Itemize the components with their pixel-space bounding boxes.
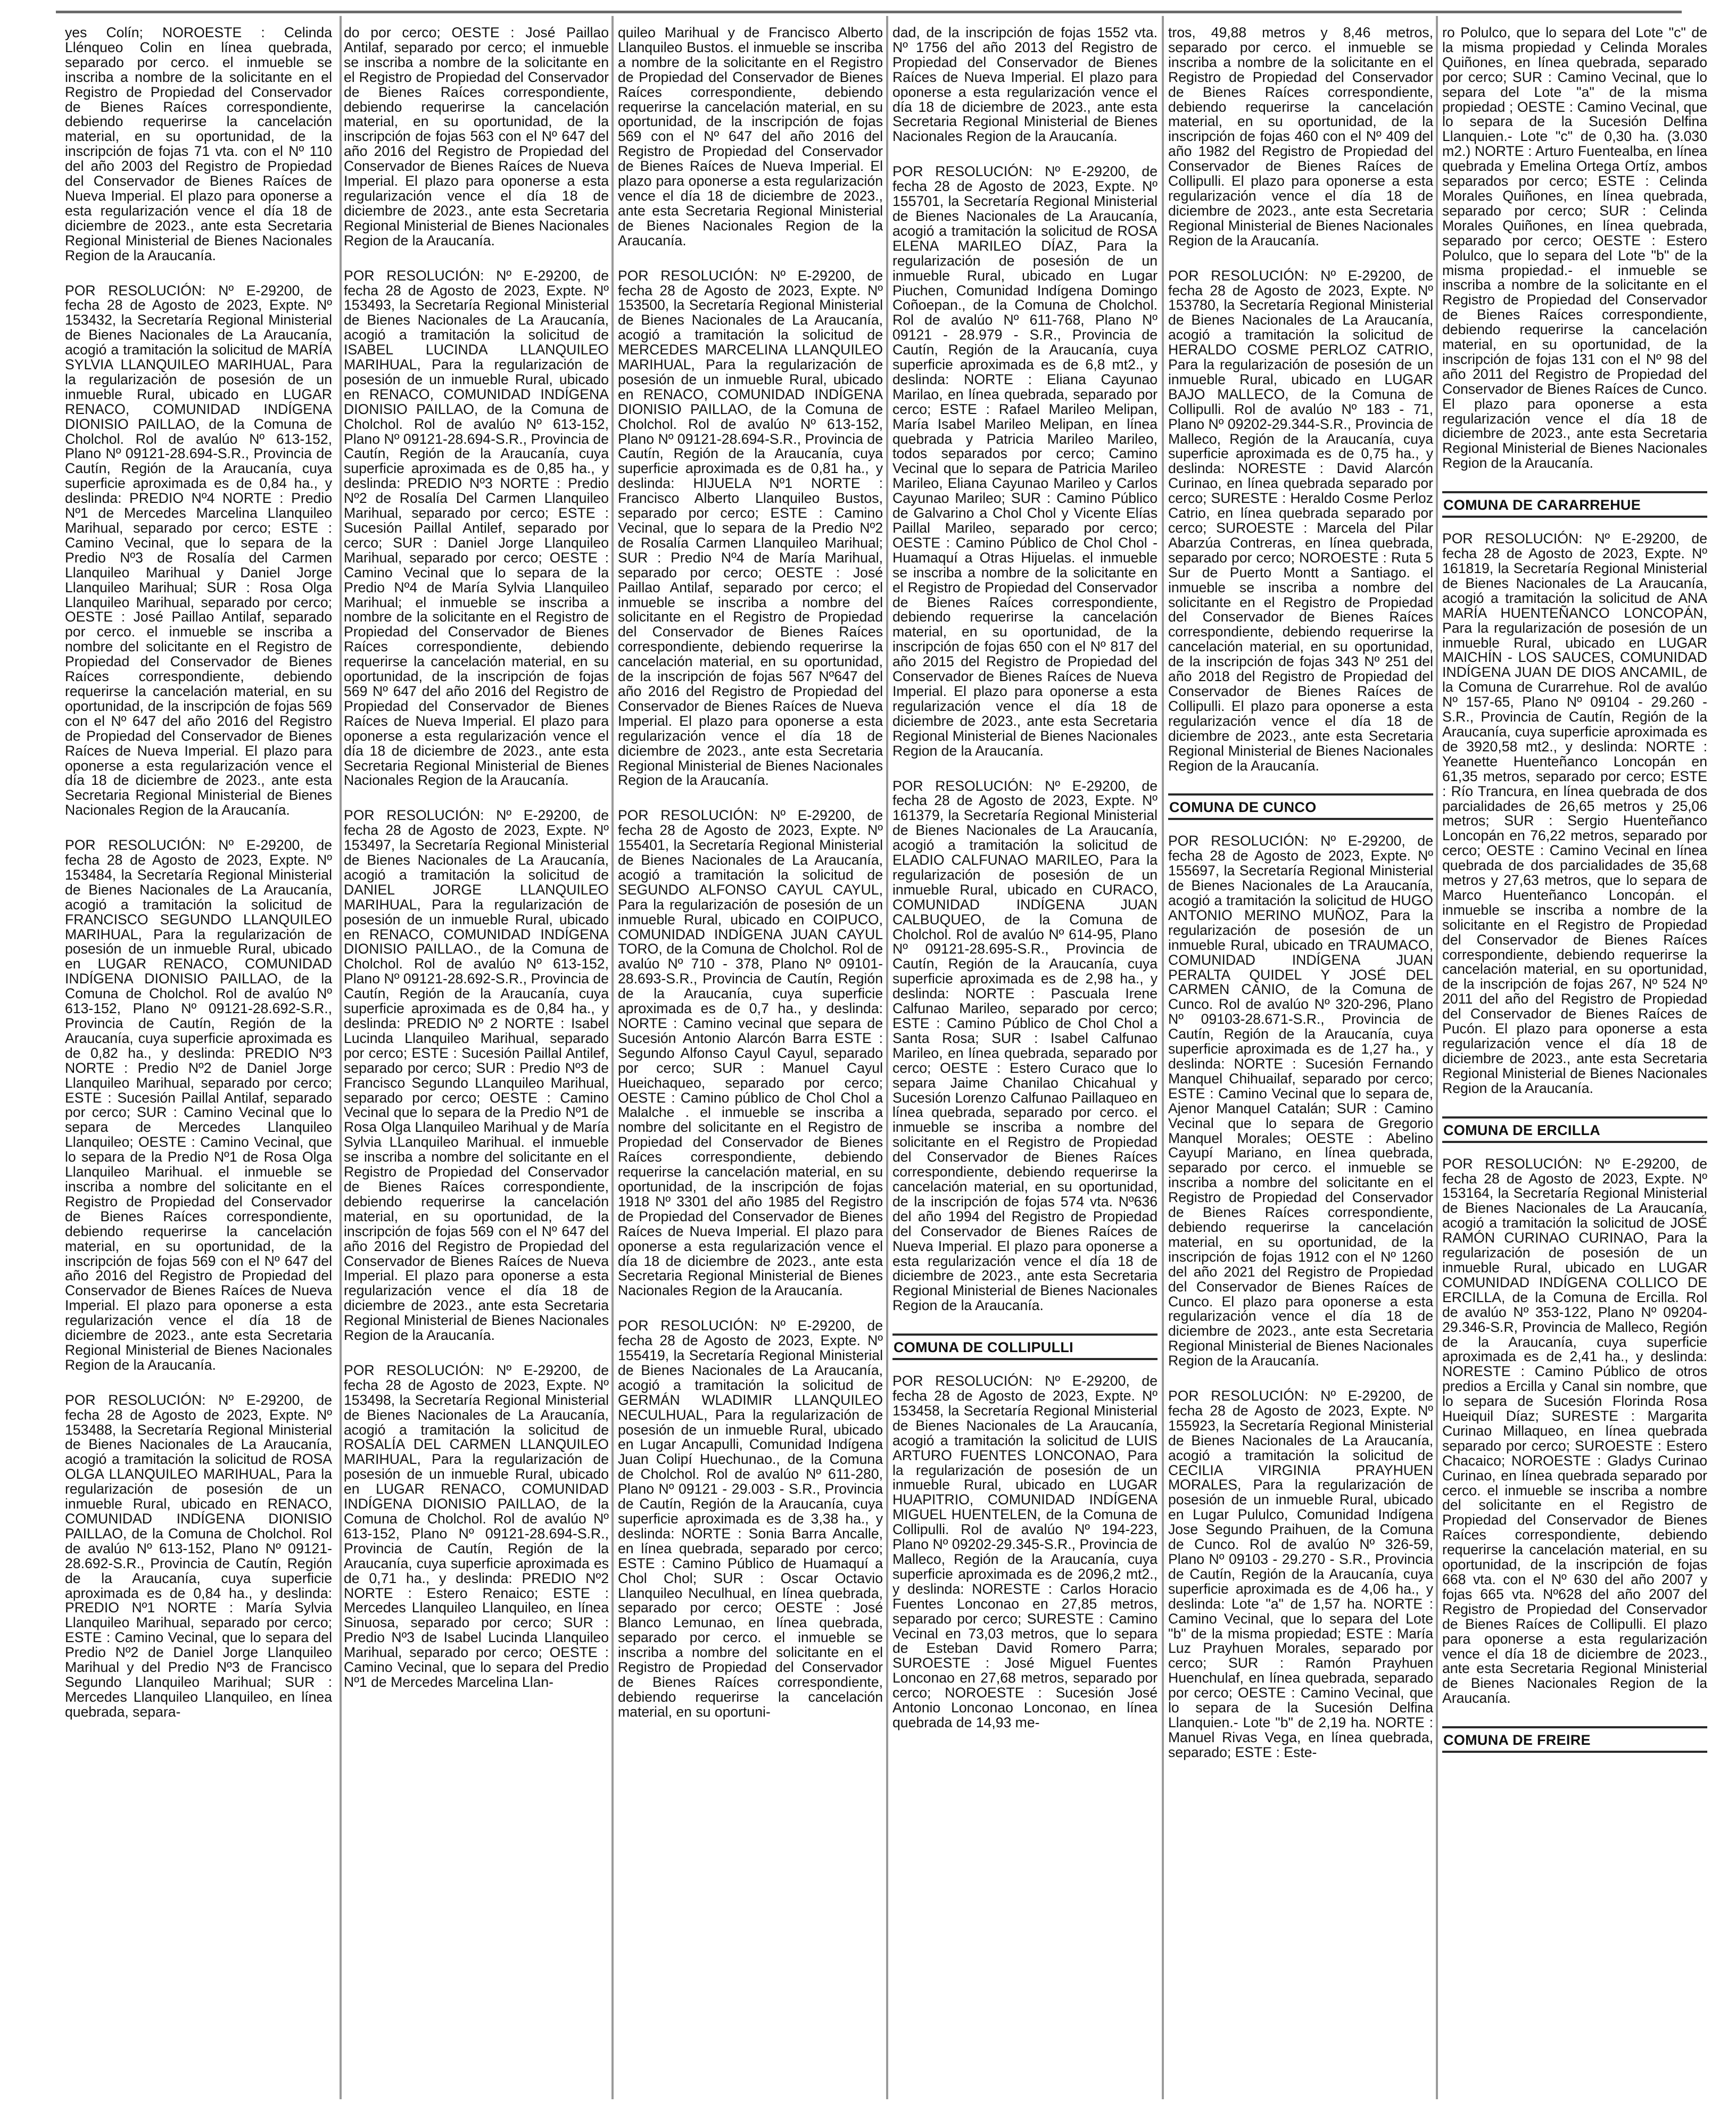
section-heading-collipulli: COMUNA DE COLLIPULLI bbox=[892, 1334, 1158, 1360]
column-1 bbox=[63, 26, 334, 2096]
legal-notice: POR RESOLUCIÓN: Nº E-29200, de fecha 28 de Agosto de 2023, Expte. Nº 153500, la Secretaría Regional Ministerial de Bienes Nacionales de La Araucanía, acogió a tramitación la solicitud de MERCEDES MARCELINA LLANQUILEO MARIHUAL, Para la regularización de posesión de un inmueble Rural, ubicado en RENACO, COMUNIDAD INDÍGENA DIONISIO PAILLAO, de la Comuna de Cholchol. Rol de avalúo Nº 613-152, Plano Nº 09121-28.694-S.R., Provincia de Cautín, Región de la Araucanía, cuya superficie aproximada es de 0,81 ha., y deslinda: HIJUELA Nº1 NORTE : Francisco Alberto Llanquileo Bustos, separado por cerco; ESTE : Camino Vecinal, que lo separa de la Predio Nº2 de Rosalía Carmen Llanquileo Marihual; SUR : Predio Nº4 de María Marihual, separado por cerco; OESTE : José Paillao Antilaf, separado por cerco; el inmueble se inscriba a nombre del solicitante en el Registro de Propiedad del Conservador de Bienes Raíces correspondiente, debiendo requerirse la cancelación material, en su oportunidad, de la inscripción de fojas 567 Nº647 del año 2016 del Registro de Propiedad del Conservador de Bienes Raíces de Nueva Imperial. El plazo para oponerse a esta regularización vence el día 18 de diciembre de 2023., ante esta Secretaria Regional Ministerial de Bienes Nacionales Region de la Araucanía. bbox=[618, 267, 883, 789]
legal-notice: POR RESOLUCIÓN: Nº E-29200, de fecha 28 de Agosto de 2023, Expte. Nº 153497, la Secretaría Regional Ministerial de Bienes Nacionales de La Araucanía, acogió a tramitación la solicitud de DANIEL JORGE LLANQUILEO MARIHUAL, Para la regularización de posesión de un inmueble Rural, ubicado en RENACO, COMUNIDAD INDÍGENA DIONISIO PAILLAO., de la Comuna de Cholchol. Rol de avalúo Nº 613-152, Plano Nº 09121-28.692-S.R., Provincia de Cautín, Región de la Araucanía, cuya superficie aproximada es de 0,84 ha., y deslinda: PREDIO Nº 2 NORTE : Isabel Lucinda Llanquileo Marihual, separado por cerco; ESTE : Sucesión Paillal Antilef, separado por cerco; SUR : Predio Nº3 de Francisco Segundo LLanquileo Marihual, separado por cerco; OESTE : Camino Vecinal que lo separa de la Predio Nº1 de Rosa Olga Llanquileo Marihual y de María Sylvia LLanquileo Marihual. el inmueble se inscriba a nombre del solicitante en el Registro de Propiedad del Conservador de Bienes Raíces correspondiente, debiendo requerirse la cancelación material, en su oportunidad, de la inscripción de fojas 569 con el Nº 647 del año 2016 del Registro de Propiedad del Conservador de Bienes Raíces de Nueva Imperial. El plazo para oponerse a esta regularización vence el día 18 de diciembre de 2023., ante esta Secretaria Regional Ministerial de Bienes Nacionales Region de la Araucanía. bbox=[344, 807, 609, 1344]
legal-notice: POR RESOLUCIÓN: Nº E-29200, de fecha 28 de Agosto de 2023, Expte. Nº 153432, la Secretaría Regional Ministerial de Bienes Nacionales de La Araucanía, acogió a tramitación la solicitud de MARÍA SYLVIA LLANQUILEO MARIHUAL, Para la regularización de posesión de un inmueble Rural, ubicado en LUGAR RENACO, COMUNIDAD INDÍGENA DIONISIO PAILLAO, de la Comuna de Cholchol. Rol de avalúo Nº 613-152, Plano Nº 09121-28.694-S.R., Provincia de Cautín, Región de la Araucanía, cuya superficie aproximada es de 0,84 ha., y deslinda: PREDIO Nº4 NORTE : Predio Nº1 de Mercedes Marcelina Llanquileo Marihual, separado por cerco; ESTE : Camino Vecinal, que lo separa de la Predio Nº3 de Rosalía del Carmen Llanquileo Marihual y Daniel Jorge Llanquileo Marihual; SUR : Rosa Olga Llanquileo Marihual, separado por cerco; OESTE : José Paillao Antilaf, separado por cerco. el inmueble se inscriba a nombre del solicitante en el Registro de Propiedad del Conservador de Bienes Raíces correspondiente, debiendo requerirse la cancelación material, en su oportunidad, de la inscripción de fojas 569 con el Nº 647 del año 2016 del Registro de Propiedad del Conservador de Bienes Raíces de Nueva Imperial. El plazo para oponerse a esta regularización vence el día 18 de diciembre de 2023., ante esta Secretaria Regional Ministerial de Bienes Nacionales Region de la Araucanía. bbox=[65, 282, 332, 818]
column-3 bbox=[614, 26, 885, 2096]
legal-notice: POR RESOLUCIÓN: Nº E-29200, de fecha 28 de Agosto de 2023, Expte. Nº 153498, la Secretaría Regional Ministerial de Bienes Nacionales de La Araucanía, acogió a tramitación la solicitud de ROSALÍA DEL CARMEN LLANQUILEO MARIHUAL, Para la regularización de posesión de un inmueble Rural, ubicado en LUGAR RENACO, COMUNIDAD INDÍGENA DIONISIO PAILLAO, de la Comuna de Cholchol. Rol de avalúo Nº 613-152, Plano Nº 09121-28.694-S.R., Provincia de Cautín, Región de la Araucanía, cuya superficie aproximada es de 0,71 ha., y deslinda: PREDIO Nº2 NORTE : Estero Renaico; ESTE : Mercedes Llanquileo Llanquileo, en línea Sinuosa, separado por cerco; SUR : Predio Nº3 de Isabel Lucinda Llanquileo Marihual, separado por cerco; OESTE : Camino Vecinal, que lo separa del Predio Nº1 de Mercedes Marcelina Llan- bbox=[344, 1362, 609, 1690]
section-heading-cunco: COMUNA DE CUNCO bbox=[1168, 793, 1433, 820]
legal-notice: POR RESOLUCIÓN: Nº E-29200, de fecha 28 de Agosto de 2023, Expte. Nº 153484, la Secretaría Regional Ministerial de Bienes Nacionales de La Araucanía, acogió a tramitación la solicitud de FRANCISCO SEGUNDO LLANQUILEO MARIHUAL, Para la regularización de posesión de un inmueble Rural, ubicado en LUGAR RENACO, COMUNIDAD INDÍGENA DIONISIO PAILLAO, de la Comuna de Cholchol. Rol de avalúo Nº 613-152, Plano Nº 09121-28.692-S.R., Provincia de Cautín, Región de la Araucanía, cuya superficie aproximada es de 0,82 ha., y deslinda: PREDIO Nº3 NORTE : Predio Nº2 de Daniel Jorge Llanquileo Marihual, separado por cerco; ESTE : Sucesión Paillal Antilaf, separado por cerco; SUR : Camino Vecinal que lo separa de Mercedes Llanquileo Llanquileo; OESTE : Camino Vecinal, que lo separa de la Predio Nº1 de Rosa Olga Llanquileo Marihual. el inmueble se inscriba a nombre del solicitante en el Registro de Propiedad del Conservador de Bienes Raíces correspondiente, debiendo requerirse la cancelación material, en su oportunidad, de la inscripción de fojas 569 con el Nº 647 del año 2016 del Registro de Propiedad del Conservador de Bienes Raíces de Nueva Imperial. El plazo para oponerse a esta regularización vence el día 18 de diciembre de 2023., ante esta Secretaria Regional Ministerial de Bienes Nacionales Region de la Araucanía. bbox=[65, 837, 332, 1373]
top-rule bbox=[56, 11, 1682, 13]
legal-notice: ro Polulco, que lo separa del Lote "c" de la misma propiedad y Celinda Morales Quiñones, en línea quebrada, separado por cerco; SUR : Camino Vecinal, que lo separa del Lote "a" de la misma propiedad ; OESTE : Camino Vecinal, que lo separa de la Sucesión Delfina Llanquien.- Lote "c" de 0,30 ha. (3.030 m2.) NORTE : Arturo Fuentealba, en línea quebrada y Emelina Ortega Ortíz, ambos separados por cerco; ESTE : Celinda Morales Quiñones, en línea quebrada, separado por cerco; SUR : Celinda Morales Quiñones, en línea quebrada, separado por cerco; OESTE : Estero Polulco, que lo separa del Lote "b" de la misma propiedad.- el inmueble se inscriba a nombre de la solicitante en el Registro de Propiedad del Conservador de Bienes Raíces correspondiente, debiendo requerirse la cancelación material, en su oportunidad, de la inscripción de fojas 131 con el Nº 98 del año 2011 del Registro de Propiedad del Conservador de Bienes Raíces de Cunco. El plazo para oponerse a esta regularización vence el día 18 de diciembre de 2023., ante esta Secretaria Regional Ministerial de Bienes Nacionales Region de la Araucanía. bbox=[1442, 26, 1707, 471]
legal-notice: POR RESOLUCIÓN: Nº E-29200, de fecha 28 de Agosto de 2023, Expte. Nº 153488, la Secretaría Regional Ministerial de Bienes Nacionales de La Araucanía, acogió a tramitación la solicitud de ROSA OLGA LLANQUILEO MARIHUAL, Para la regularización de posesión de un inmueble Rural, ubicado en RENACO, COMUNIDAD INDÍGENA DIONISIO PAILLAO, de la Comuna de Cholchol. Rol de avalúo Nº 613-152, Plano Nº 09121-28.692-S.R., Provincia de Cautín, Región de la Araucanía, cuya superficie aproximada es de 0,84 ha., y deslinda: PREDIO Nº1 NORTE : María Sylvia Llanquileo Marihual, separado por cerco; ESTE : Camino Vecinal, que lo separa del Predio Nº2 de Daniel Jorge Llanquileo Marihual y del Predio Nº3 de Francisco Segundo Llanquileo Marihual; SUR : Mercedes Llanquileo Llanquileo, en línea quebrada, separa- bbox=[65, 1392, 332, 1720]
legal-notice: POR RESOLUCIÓN: Nº E-29200, de fecha 28 de Agosto de 2023, Expte. Nº 155701, la Secretaría Regional Ministerial de Bienes Nacionales de La Araucanía, acogió a tramitación la solicitud de ROSA ELENA MARILEO DÍAZ, Para la regularización de posesión de un inmueble Rural, ubicado en Lugar Piuchen, Comunidad Indígena Domingo Coñoepan., de la Comuna de Cholchol. Rol de avalúo Nº 611-768, Plano Nº 09121 - 28.979 - S.R., Provincia de Cautín, Región de la Araucanía, cuya superficie aproximada es de 6,8 mt2., y deslinda: NORTE : Eliana Cayunao Marilao, en línea quebrada, separado por cerco; ESTE : Rafael Marileo Melipan, María Isabel Marileo Melipan, en línea quebrada y Patricia Marileo Marileo, todos separados por cerco; Camino Vecinal que lo separa de Patricia Marileo Marileo, Eliana Cayunao Marileo y Carlos Cayunao Marileo; SUR : Camino Público de Galvarino a Chol Chol y Vicente Elías Paillal Marileo, separado por cerco; OESTE : Camino Público de Chol Chol - Huamaquí a Otras Hijuelas. el inmueble se inscriba a nombre de la solicitante en el Registro de Propiedad del Conservador de Bienes Raíces correspondiente, debiendo requerirse la cancelación material, en su oportunidad, de la inscripción de fojas 650 con el Nº 817 del año 2015 del Registro de Propiedad del Conservador de Bienes Raíces de Nueva Imperial. El plazo para oponerse a esta regularización vence el día 18 de diciembre de 2023., ante esta Secretaria Regional Ministerial de Bienes Nacionales Region de la Araucanía. bbox=[892, 163, 1158, 759]
column-4 bbox=[888, 26, 1160, 2096]
legal-notice: yes Colín; NOROESTE : Celinda Llénqueo Colin en línea quebrada, separado por cerco. el inmueble se inscriba a nombre de la solicitante en el Registro de Propiedad del Conservador de Bienes Raíces correspondiente, debiendo requerirse la cancelación material, en su oportunidad, de la inscripción de fojas 71 vta. con el Nº 110 del año 2003 del Registro de Propiedad del Conservador de Bienes Raíces de Nueva Imperial. El plazo para oponerse a esta regularización vence el día 18 de diciembre de 2023., ante esta Secretaria Regional Ministerial de Bienes Nacionales Region de la Araucanía. bbox=[65, 26, 332, 263]
section-heading-cararrehue: COMUNA DE CARARREHUE bbox=[1442, 491, 1707, 518]
legal-notice: POR RESOLUCIÓN: Nº E-29200, de fecha 28 de Agosto de 2023, Expte. Nº 153164, la Secretaría Regional Ministerial de Bienes Nacionales de La Araucanía, acogió a tramitación la solicitud de JOSÉ RAMÓN CURINAO CURINAO, Para la regularización de posesión de un inmueble Rural, ubicado en LUGAR COMUNIDAD INDÍGENA COLLICO DE ERCILLA, de la Comuna de Ercilla. Rol de avalúo Nº 353-122, Plano Nº 09204-29.346-S.R, Provincia de Malleco, Región de la Araucanía, cuya superficie aproximada es de 2,41 ha., y deslinda: NORESTE : Camino Público de otros predios a Ercilla y Canal sin nombre, que lo separa de Sucesión Florinda Rosa Hueiquil Díaz; SURESTE : Margarita Curinao Millaqueo, en línea quebrada separado por cerco; SUROESTE : Estero Chacaico; NOROESTE : Gladys Curinao Curinao, en línea quebrada separado por cerco. el inmueble se inscriba a nombre del solicitante en el Registro de Propiedad del Conservador de Bienes Raíces correspondiente, debiendo requerirse la cancelación material, en su oportunidad, de la inscripción de fojas 668 vta. con el Nº 630 del año 2007 y fojas 665 vta. Nº628 del año 2007 del Registro de Propiedad del Conservador de Bienes Raíces de Collipulli. El plazo para oponerse a esta regularización vence el día 18 de diciembre de 2023., ante esta Secretaria Regional Ministerial de Bienes Nacionales Region de la Araucanía. bbox=[1442, 1155, 1707, 1707]
legal-notice: dad, de la inscripción de fojas 1552 vta. Nº 1756 del año 2013 del Registro de Propiedad del Conservador de Bienes Raíces de Nueva Imperial. El plazo para oponerse a esta regularización vence el día 18 de diciembre de 2023., ante esta Secretaria Regional Ministerial de Bienes Nacionales Region de la Araucanía. bbox=[892, 26, 1158, 145]
legal-notice: POR RESOLUCIÓN: Nº E-29200, de fecha 28 de Agosto de 2023, Expte. Nº 155923, la Secretaría Regional Ministerial de Bienes Nacionales de La Araucanía, acogió a tramitación la solicitud de CECILIA VIRGINIA PRAYHUEN MORALES, Para la regularización de posesión de un inmueble Rural, ubicado en Lugar Pululco, Comunidad Indígena Jose Segundo Praihuen, de la Comuna de Cunco. Rol de avalúo Nº 326-59, Plano Nº 09103 - 29.270 - S.R., Provincia de Cautín, Región de la Araucanía, cuya superficie aproximada es de 4,06 ha., y deslinda: Lote "a" de 1,57 ha. NORTE : Camino Vecinal, que lo separa del Lote "b" de la misma propiedad; ESTE : María Luz Prayhuen Morales, separado por cerco; SUR : Ramón Prayhuen Huenchulaf, en línea quebrada, separado por cerco; OESTE : Camino Vecinal, que lo separa de la Sucesión Delfina Llanquien.- Lote "b" de 2,19 ha. NORTE : Manuel Rivas Vega, en línea quebrada, separado; ESTE : Este- bbox=[1168, 1388, 1433, 1760]
section-heading-freire: COMUNA DE FREIRE bbox=[1442, 1726, 1707, 1753]
legal-notice: POR RESOLUCIÓN: Nº E-29200, de fecha 28 de Agosto de 2023, Expte. Nº 153493, la Secretaría Regional Ministerial de Bienes Nacionales de La Araucanía, acogió a tramitación la solicitud de ISABEL LUCINDA LLANQUILEO MARIHUAL, Para la regularización de posesión de un inmueble Rural, ubicado en RENACO, COMUNIDAD INDÍGENA DIONISIO PAILLAO, de la Comuna de Cholchol. Rol de avalúo Nº 613-152, Plano Nº 09121-28.694-S.R., Provincia de Cautín, Región de la Araucanía, cuya superficie aproximada es de 0,85 ha., y deslinda: PREDIO Nº3 NORTE : Predio Nº2 de Rosalía Del Carmen Llanquileo Marihual, separado por cerco; ESTE : Sucesión Paillal Antilef, separado por cerco; SUR : Daniel Jorge Llanquileo Marihual, separado por cerco; OESTE : Camino Vecinal que lo separa de la Predio Nº4 de María Sylvia Llanquileo Marihual; el inmueble se inscriba a nombre de la solicitante en el Registro de Propiedad del Conservador de Bienes Raíces correspondiente, debiendo requerirse la cancelación material, en su oportunidad, de la inscripción de fojas 569 Nº 647 del año 2016 del Registro de Propiedad del Conservador de Bienes Raíces de Nueva Imperial. El plazo para oponerse a esta regularización vence el día 18 de diciembre de 2023., ante esta Secretaria Regional Ministerial de Bienes Nacionales Region de la Araucanía. bbox=[344, 267, 609, 789]
legal-notice: POR RESOLUCIÓN: Nº E-29200, de fecha 28 de Agosto de 2023, Expte. Nº 155697, la Secretaría Regional Ministerial de Bienes Nacionales de La Araucanía, acogió a tramitación la solicitud de HUGO ANTONIO MERINO MUÑOZ, Para la regularización de posesión de un inmueble Rural, ubicado en TRAUMACO, COMUNIDAD INDÍGENA JUAN PERALTA QUIDEL Y JOSÉ DEL CARMEN CANIO, de la Comuna de Cunco. Rol de avalúo Nº 320-296, Plano Nº 09103-28.671-S.R., Provincia de Cautín, Región de la Araucanía, cuya superficie aproximada es de 1,27 ha., y deslinda: NORTE : Sucesión Fernando Manquel Chihuailaf, separado por cerco; ESTE : Camino Vecinal que lo separa de, Ajenor Manquel Catalán; SUR : Camino Vecinal que lo separa de Gregorio Manquel Morales; OESTE : Abelino Cayupí Mariano, en línea quebrada, separado por cerco. el inmueble se inscriba a nombre del solicitante en el Registro de Propiedad del Conservador de Bienes Raíces correspondiente, debiendo requerirse la cancelación material, en su oportunidad, de la inscripción de fojas 1912 con el Nº 1260 del año 2021 del Registro de Propiedad del Conservador de Bienes Raíces de Cunco. El plazo para oponerse a esta regularización vence el día 18 de diciembre de 2023., ante esta Secretaria Regional Ministerial de Bienes Nacionales Region de la Araucanía. bbox=[1168, 833, 1433, 1369]
legal-notice: POR RESOLUCIÓN: Nº E-29200, de fecha 28 de Agosto de 2023, Expte. Nº 155401, la Secretaría Regional Ministerial de Bienes Nacionales de La Araucanía, acogió a tramitación la solicitud de SEGUNDO ALFONSO CAYUL CAYUL, Para la regularización de posesión de un inmueble Rural, ubicado en COIPUCO, COMUNIDAD INDÍGENA JUAN CAYUL TORO, de la Comuna de Cholchol. Rol de avalúo Nº 710 - 378, Plano Nº 09101-28.693-S.R., Provincia de Cautín, Región de la Araucanía, cuya superficie aproximada es de 0,7 ha., y deslinda: NORTE : Camino vecinal que separa de Sucesión Antonio Alarcón Barra ESTE : Segundo Alfonso Cayul Cayul, separado por cerco; SUR : Manuel Cayul Hueichaqueo, separado por cerco; OESTE : Camino público de Chol Chol a Malalche . el inmueble se inscriba a nombre del solicitante en el Registro de Propiedad del Conservador de Bienes Raíces correspondiente, debiendo requerirse la cancelación material, en su oportunidad, de la inscripción de fojas 1918 Nº 3301 del año 1985 del Registro de Propiedad del Conservador de Bienes Raíces de Nueva Imperial. El plazo para oponerse a esta regularización vence el día 18 de diciembre de 2023., ante esta Secretaria Regional Ministerial de Bienes Nacionales Region de la Araucanía. bbox=[618, 807, 883, 1299]
legal-notice: do por cerco; OESTE : José Paillao Antilaf, separado por cerco; el inmueble se inscriba a nombre de la solicitante en el Registro de Propiedad del Conservador de Bienes Raíces correspondiente, debiendo requerirse la cancelación material, en su oportunidad, de la inscripción de fojas 563 con el Nº 647 del año 2016 del Registro de Propiedad del Conservador de Bienes Raíces de Nueva Imperial. El plazo para oponerse a esta regularización vence el día 18 de diciembre de 2023., ante esta Secretaria Regional Ministerial de Bienes Nacionales Region de la Araucanía. bbox=[344, 26, 609, 249]
legal-notice: POR RESOLUCIÓN: Nº E-29200, de fecha 28 de Agosto de 2023, Expte. Nº 155419, la Secretaría Regional Ministerial de Bienes Nacionales de La Araucanía, acogió a tramitación la solicitud de GERMÁN WLADIMIR LLANQUILEO NECULHUAL, Para la regularización de posesión de un inmueble Rural, ubicado en Lugar Ancapulli, Comunidad Indígena Juan Colipí Huechunao., de la Comuna de Cholchol. Rol de avalúo Nº 611-280, Plano Nº 09121 - 29.003 - S.R., Provincia de Cautín, Región de la Araucanía, cuya superficie aproximada es de 3,38 ha., y deslinda: NORTE : Sonia Barra Ancalle, en línea quebrada, separado por cerco; ESTE : Camino Público de Huamaquí a Chol Chol; SUR : Oscar Octavio Llanquileo Neculhual, en línea quebrada, separado por cerco; OESTE : José Blanco Lemunao, en línea quebrada, separado por cerco. el inmueble se inscriba a nombre del solicitante en el Registro de Propiedad del Conservador de Bienes Raíces correspondiente, debiendo requerirse la cancelación material, en su oportuni- bbox=[618, 1318, 883, 1720]
column-5 bbox=[1164, 26, 1435, 2096]
legal-notice: POR RESOLUCIÓN: Nº E-29200, de fecha 28 de Agosto de 2023, Expte. Nº 161819, la Secretaría Regional Ministerial de Bienes Nacionales de La Araucanía, acogió a tramitación la solicitud de ANA MARÍA HUENTEÑANCO LONCOPÁN, Para la regularización de posesión de un inmueble Rural, ubicado en LUGAR MAICHÍN - LOS SAUCES, COMUNIDAD INDÍGENA JUAN DE DIOS ANCAMIL, de la Comuna de Curarrehue. Rol de avalúo Nº 157-65, Plano Nº 09104 - 29.260 - S.R., Provincia de Cautín, Región de la Araucanía, cuya superficie aproximada es de 3920,58 mt2., y deslinda: NORTE : Yeanette Huenteñanco Loncopán en 61,35 metros, separado por cerco; ESTE : Río Trancura, en línea quebrada de dos parcialidades de 26,65 metros y 25,06 metros; SUR : Sergio Huenteñanco Loncopán en 76,22 metros, separado por cerco; OESTE : Camino Vecinal en línea quebrada de dos parcialidades de 35,68 metros y 27,63 metros, que lo separa de Marco Huenteñanco Loncopán. el inmueble se inscriba a nombre de la solicitante en el Registro de Propiedad del Conservador de Bienes Raíces correspondiente, debiendo requerirse la cancelación material, en su oportunidad, de la inscripción de fojas 267, Nº 524 Nº 2011 del año del Registro de Propiedad del Conservador de Bienes Raíces de Pucón. El plazo para oponerse a esta regularización vence el día 18 de diciembre de 2023., ante esta Secretaria Regional Ministerial de Bienes Nacionales Region de la Araucanía. bbox=[1442, 531, 1707, 1096]
legal-notice: quileo Marihual y de Francisco Alberto Llanquileo Bustos. el inmueble se inscriba a nombre de la solicitante en el Registro de Propiedad del Conservador de Bienes Raíces correspondiente, debiendo requerirse la cancelación material, en su oportunidad, de la inscripción de fojas 569 con el Nº 647 del año 2016 del Registro de Propiedad del Conservador de Bienes Raíces de Nueva Imperial. El plazo para oponerse a esta regularización vence el día 18 de diciembre de 2023., ante esta Secretaria Regional Ministerial de Bienes Nacionales Region de la Araucanía. bbox=[618, 26, 883, 249]
legal-notice: POR RESOLUCIÓN: Nº E-29200, de fecha 28 de Agosto de 2023, Expte. Nº 153458, la Secretaría Regional Ministerial de Bienes Nacionales de La Araucanía, acogió a tramitación la solicitud de LUIS ARTURO FUENTES LONCONAO, Para la regularización de posesión de un inmueble Rural, ubicado en LUGAR HUAPITRIO, COMUNIDAD INDÍGENA MIGUEL HUENTELEN, de la Comuna de Collipulli. Rol de avalúo Nº 194-223, Plano Nº 09202-29.345-S.R., Provincia de Malleco, Región de la Araucanía, cuya superficie aproximada es de 2096,2 mt2., y deslinda: NORESTE : Carlos Horacio Fuentes Lonconao en 27,85 metros, separado por cerco; SURESTE : Camino Vecinal en 73,03 metros, que lo separa de Esteban David Romero Parra; SUROESTE : José Miguel Fuentes Lonconao en 27,68 metros, separado por cerco; NOROESTE : Sucesión José Antonio Lonconao Lonconao, en línea quebrada de 14,93 me- bbox=[892, 1373, 1158, 1730]
section-heading-ercilla: COMUNA DE ERCILLA bbox=[1442, 1116, 1707, 1143]
legal-notice: POR RESOLUCIÓN: Nº E-29200, de fecha 28 de Agosto de 2023, Expte. Nº 153780, la Secretaría Regional Ministerial de Bienes Nacionales de La Araucanía, acogió a tramitación la solicitud de HERALDO COSME PERLOZ CATRIO, Para la regularización de posesión de un inmueble Rural, ubicado en LUGAR BAJO MALLECO, de la Comuna de Collipulli. Rol de avalúo Nº 183 - 71, Plano Nº 09202-29.344-S.R., Provincia de Malleco, Región de la Araucanía, cuya superficie aproximada es de 0,75 ha., y deslinda: NORESTE : David Alarcón Curinao, en línea quebrada separado por cerco; SURESTE : Heraldo Cosme Perloz Catrio, en línea quebrada separado por cerco; SUROESTE : Marcela del Pilar Abarzúa Contreras, en línea quebrada, separado por cerco; NOROESTE : Ruta 5 Sur de Puerto Montt a Santiago. el inmueble se inscriba a nombre del solicitante en el Registro de Propiedad del Conservador de Bienes Raíces correspondiente, debiendo requerirse la cancelación material, en su oportunidad, de la inscripción de fojas 343 Nº 251 del año 2018 del Registro de Propiedad del Conservador de Bienes Raíces de Collipulli. El plazo para oponerse a esta regularización vence el día 18 de diciembre de 2023., ante esta Secretaria Regional Ministerial de Bienes Nacionales Region de la Araucanía. bbox=[1168, 267, 1433, 774]
legal-notice: POR RESOLUCIÓN: Nº E-29200, de fecha 28 de Agosto de 2023, Expte. Nº 161379, la Secretaría Regional Ministerial de Bienes Nacionales de La Araucanía, acogió a tramitación la solicitud de ELADIO CALFUNAO MARILEO, Para la regularización de posesión de un inmueble Rural, ubicado en CURACO, COMUNIDAD INDÍGENA JUAN CALBUQUEO, de la Comuna de Cholchol. Rol de avalúo Nº 614-95, Plano Nº 09121-28.695-S.R., Provincia de Cautín, Región de la Araucanía, cuya superficie aproximada es de 2,98 ha., y deslinda: NORTE : Pascuala Irene Calfunao Marileo, separado por cerco; ESTE : Camino Público de Chol Chol a Santa Rosa; SUR : Isabel Calfunao Marileo, en línea quebrada, separado por cerco; OESTE : Estero Curaco que lo separa Jaime Chanilao Chicahual y Sucesión Lorenzo Calfunao Paillaqueo en línea quebrada, separado por cerco. el inmueble se inscriba a nombre del solicitante en el Registro de Propiedad del Conservador de Bienes Raíces correspondiente, debiendo requerirse la cancelación material, en su oportunidad, de la inscripción de fojas 574 vta. Nº636 del año 1994 del Registro de Propiedad del Conservador de Bienes Raíces de Nueva Imperial. El plazo para oponerse a esta regularización vence el día 18 de diciembre de 2023., ante esta Secretaria Regional Ministerial de Bienes Nacionales Region de la Araucanía. bbox=[892, 777, 1158, 1314]
legal-notice: tros, 49,88 metros y 8,46 metros, separado por cerco. el inmueble se inscriba a nombre de la solicitante en el Registro de Propiedad del Conservador de Bienes Raíces correspondiente, debiendo requerirse la cancelación material, en su oportunidad, de la inscripción de fojas 460 con el Nº 409 del año 1982 del Registro de Propiedad del Conservador de Bienes Raíces de Collipulli. El plazo para oponerse a esta regularización vence el día 18 de diciembre de 2023., ante esta Secretaria Regional Ministerial de Bienes Nacionales Region de la Araucanía. bbox=[1168, 26, 1433, 249]
column-2 bbox=[340, 26, 611, 2096]
column-6 bbox=[1438, 26, 1709, 2096]
